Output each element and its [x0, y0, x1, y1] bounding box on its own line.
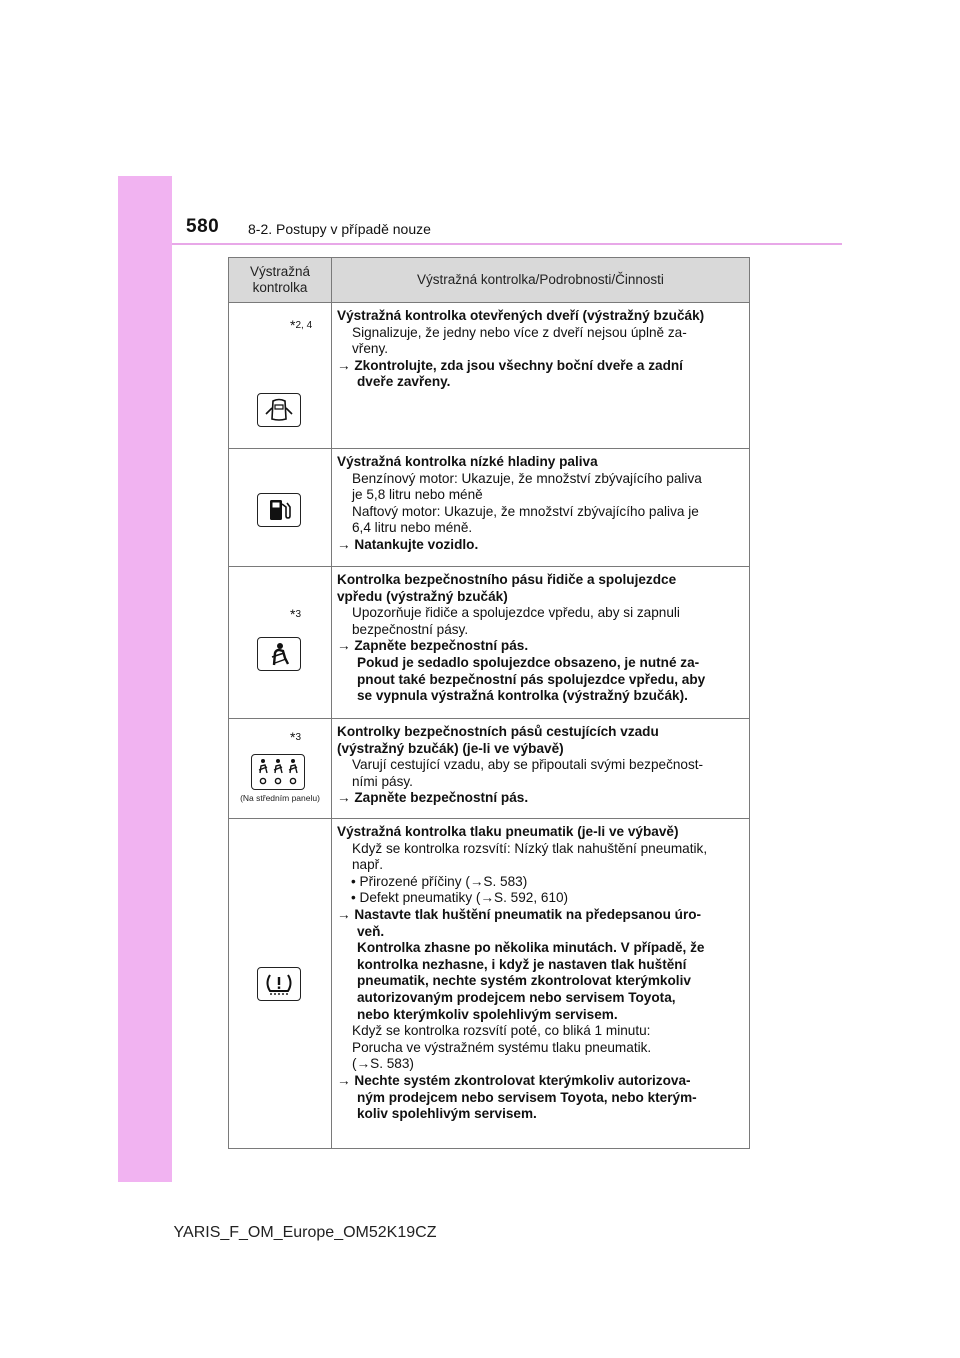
- panel-caption: (Na středním panelu): [240, 793, 320, 803]
- icon-cell: [229, 567, 332, 719]
- warning-action-line: Kontrolka zhasne po několika minutách. V případě, že: [357, 940, 705, 956]
- warning-desc-line: Signalizuje, že jedny nebo více z dveří nejsou úplně za-: [352, 324, 687, 340]
- warning-desc-line: Naftový motor: Ukazuje, že množství zbývajícího paliva je: [352, 503, 699, 519]
- col-header-light: [229, 258, 332, 303]
- warning-action-line: kontrolka nezhasne, i když je nastaven tlak huštění: [357, 956, 687, 972]
- warning-desc-line: např.: [352, 857, 383, 873]
- warning-title: (výstražný bzučák) (je-li ve výbavě): [337, 740, 564, 756]
- warning-desc-line: je 5,8 litru nebo méně: [352, 487, 483, 503]
- table-row: [229, 303, 750, 449]
- warning-title: Kontrolky bezpečnostních pásů cestujících vzadu: [337, 724, 659, 739]
- warning-action: → Nastavte tlak huštění pneumatik na předepsanou úro-: [337, 906, 702, 922]
- bullet-item: • Defekt pneumatiky (→S. 592, 610): [351, 890, 569, 906]
- footnote-ref: *3: [290, 606, 302, 622]
- header-rule: [172, 243, 842, 245]
- warning-action-line: se vypnula výstražná kontrolka (výstražný bzučák).: [357, 688, 688, 704]
- warning-action-line: Pokud je sedadlo spolujezdce obsazeno, je nutné za-: [357, 654, 700, 670]
- icon-cell: [229, 449, 332, 567]
- section-title: 8-2. Postupy v případě nouze: [248, 221, 431, 237]
- warning-action-line: pneumatik, nechte systém zkontrolovat kterýmkoliv: [357, 973, 691, 989]
- warning-title: Kontrolka bezpečnostního pásu řidiče a spolujezdce: [337, 572, 677, 587]
- icon-cell: [229, 719, 332, 819]
- details-cell: [332, 719, 750, 819]
- warning-desc-line: bezpečnostní pásy.: [352, 621, 469, 637]
- bullet-item: • Přirozené příčiny (→S. 583): [351, 873, 528, 889]
- document-id-footer: YARIS_F_OM_Europe_OM52K19CZ: [173, 1224, 437, 1241]
- col-header-details: Výstražná kontrolka/Podrobnosti/Činnosti: [332, 258, 750, 303]
- footnote-ref: *2, 4: [290, 317, 313, 333]
- icon-cell: [229, 303, 332, 449]
- warning-desc-line: Upozorňuje řidiče a spolujezdce vpředu, aby si zapnuli: [352, 605, 680, 621]
- details-cell: [332, 449, 750, 567]
- warning-desc-line: Když se kontrolka rozsvítí: Nízký tlak nahuštění pneumatik,: [352, 840, 708, 856]
- seatbelt-icon: [257, 637, 301, 671]
- warning-title: vpředu (výstražný bzučák): [337, 588, 508, 604]
- warning-title: Výstražná kontrolka otevřených dveří (výstražný bzučák): [337, 308, 705, 323]
- door-open-icon: [257, 393, 301, 427]
- details-cell: [332, 567, 750, 719]
- warning-action: → Zapněte bezpečnostní pás.: [337, 790, 529, 806]
- table-header-row: [229, 258, 750, 303]
- warning-action: → Natankujte vozidlo.: [337, 536, 479, 552]
- warning-desc-line: ními pásy.: [352, 773, 413, 789]
- warning-action-line: koliv spolehlivým servisem.: [357, 1106, 537, 1122]
- warning-action: → Zapněte bezpečnostní pás.: [337, 638, 529, 654]
- warning-desc-line: vřeny.: [352, 341, 389, 357]
- chapter-sidebar-tab: [118, 176, 172, 1182]
- warning-desc-line: (→S. 583): [352, 1056, 414, 1072]
- warning-desc-line: Když se kontrolka rozsvítí poté, co bliká 1 minutu:: [352, 1023, 651, 1039]
- fuel-pump-icon: [257, 493, 301, 527]
- warning-action-line: autorizovaným prodejcem nebo servisem Toyota,: [357, 989, 676, 1005]
- warning-lights-table: [228, 257, 750, 1149]
- col-header-light-text: Výstražná kontrolka: [249, 264, 311, 295]
- warning-desc-line: Porucha ve výstražném systému tlaku pneumatik.: [352, 1039, 652, 1055]
- warning-title: Výstražná kontrolka tlaku pneumatik (je-li ve výbavě): [337, 824, 679, 839]
- footnote-ref: *3: [290, 729, 302, 745]
- tire-pressure-icon: [257, 967, 301, 1001]
- warning-action-line: pnout také bezpečnostní pás spolujezdce vpředu, aby: [357, 671, 706, 687]
- warning-desc-line: 6,4 litru nebo méně.: [352, 520, 473, 536]
- warning-desc-line: Benzínový motor: Ukazuje, že množství zbývajícího paliva: [352, 470, 702, 486]
- rear-seatbelt-icon: [251, 754, 305, 790]
- table-row: [229, 567, 750, 719]
- warning-desc-line: Varují cestující vzadu, aby se připoutali svými bezpečnost-: [352, 757, 704, 773]
- details-cell: [332, 303, 750, 449]
- page-number: 580: [186, 216, 220, 237]
- warning-action-line: dveře zavřeny.: [357, 374, 451, 390]
- warning-action: → Nechte systém zkontrolovat kterýmkoliv autorizova-: [337, 1072, 691, 1088]
- warning-action-line: veň.: [357, 923, 385, 939]
- table-row: [229, 449, 750, 567]
- warning-action-line: nebo kterýmkoliv spolehlivým servisem.: [357, 1006, 618, 1022]
- warning-action-line: ným prodejcem nebo servisem Toyota, nebo kterým-: [357, 1089, 697, 1105]
- details-cell: [332, 819, 750, 1149]
- table-row: [229, 719, 750, 819]
- icon-cell: [229, 819, 332, 1149]
- warning-action: → Zkontrolujte, zda jsou všechny boční dveře a zadní: [337, 357, 683, 373]
- table-row: [229, 819, 750, 1149]
- warning-title: Výstražná kontrolka nízké hladiny paliva: [337, 454, 598, 469]
